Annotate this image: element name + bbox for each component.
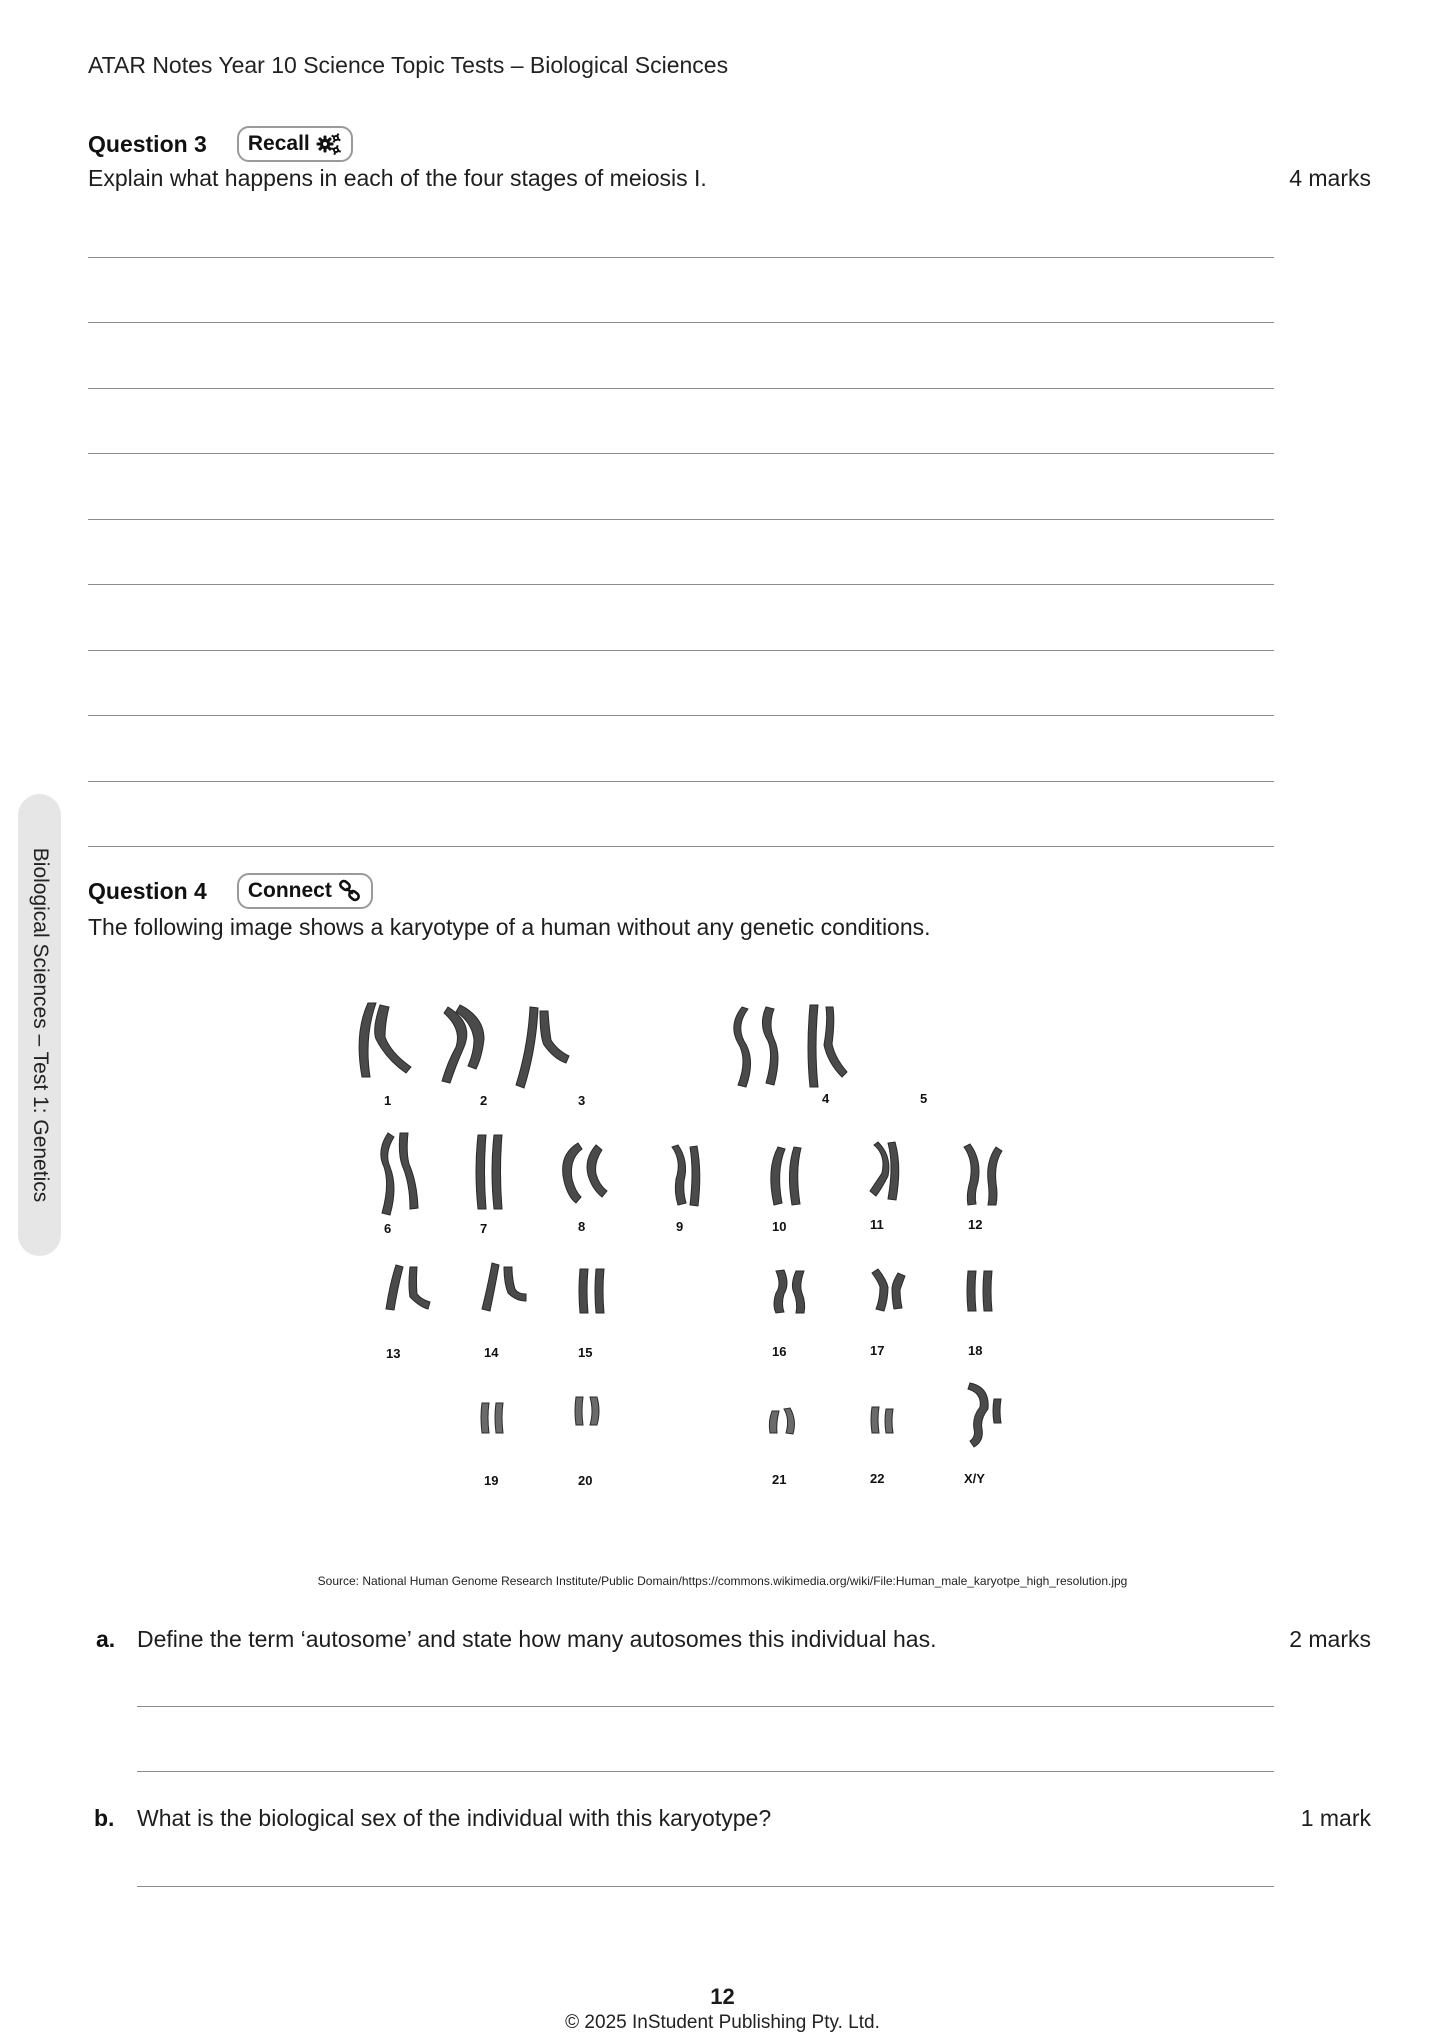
karyotype-label: 18 bbox=[968, 1343, 983, 1358]
karyotype-label: 8 bbox=[578, 1219, 586, 1234]
answer-line[interactable] bbox=[88, 322, 1274, 323]
karyotype-label: 21 bbox=[772, 1472, 787, 1487]
answer-line[interactable] bbox=[88, 781, 1274, 782]
question-4-prompt: The following image shows a karyotype of a human without any genetic conditions. bbox=[88, 914, 931, 940]
answer-line[interactable] bbox=[137, 1706, 1274, 1707]
part-a-prompt: Define the term ‘autosome’ and state how many autosomes this individual has. bbox=[137, 1626, 937, 1652]
link-icon bbox=[338, 879, 362, 903]
karyotype-label: 12 bbox=[968, 1217, 983, 1232]
question-3-heading bbox=[88, 126, 353, 162]
side-tab-label: Biological Sciences – Test 1: Genetics bbox=[28, 847, 52, 1203]
connect-badge bbox=[237, 873, 373, 909]
karyotype-label: 3 bbox=[578, 1093, 586, 1108]
karyotype-label: 22 bbox=[870, 1471, 885, 1486]
karyotype-label: 19 bbox=[484, 1473, 499, 1488]
answer-line[interactable] bbox=[88, 519, 1274, 520]
question-4-heading bbox=[88, 873, 373, 909]
karyotype-label: 14 bbox=[484, 1345, 499, 1360]
answer-line[interactable] bbox=[88, 715, 1274, 716]
karyotype-label: 7 bbox=[480, 1221, 488, 1236]
karyotype-label: 10 bbox=[772, 1219, 787, 1234]
side-section-tab bbox=[18, 794, 61, 1256]
connect-badge-label: Connect bbox=[247, 879, 332, 902]
copyright-notice: © 2025 InStudent Publishing Pty. Ltd. bbox=[565, 2012, 880, 2033]
part-b-marks: 1 mark bbox=[1300, 1805, 1371, 1831]
recall-badge bbox=[237, 126, 353, 162]
answer-line[interactable] bbox=[137, 1771, 1274, 1772]
answer-line[interactable] bbox=[88, 650, 1274, 651]
part-b-letter: b. bbox=[94, 1805, 115, 1831]
karyotype-label: 17 bbox=[870, 1343, 885, 1358]
answer-line[interactable] bbox=[88, 846, 1274, 847]
gears-icon bbox=[316, 132, 342, 156]
part-a-marks: 2 marks bbox=[1289, 1626, 1371, 1652]
karyotype-label: 15 bbox=[578, 1345, 593, 1360]
running-header: ATAR Notes Year 10 Science Topic Tests – Biological Sciences bbox=[88, 52, 729, 78]
karyotype-label: 4 bbox=[822, 1091, 830, 1106]
figure-source-caption: Source: National Human Genome Research Institute/Public Domain/https://commons.wikimedia.org/wiki/File:Human_male_karyotpe_high_resolution.jpg bbox=[317, 1574, 1128, 1588]
answer-line[interactable] bbox=[88, 388, 1274, 389]
karyotype-label: 16 bbox=[772, 1344, 787, 1359]
question-4-label: Question 4 bbox=[88, 877, 207, 904]
page-number: 12 bbox=[710, 1984, 735, 2009]
karyotype-label: 1 bbox=[384, 1093, 392, 1108]
answer-line[interactable] bbox=[137, 1886, 1274, 1887]
answer-line[interactable] bbox=[88, 257, 1274, 258]
question-3-marks: 4 marks bbox=[1289, 165, 1371, 191]
karyotype-label: 2 bbox=[480, 1093, 488, 1108]
answer-line[interactable] bbox=[88, 584, 1274, 585]
karyotype-figure bbox=[340, 985, 1030, 1515]
part-a-letter: a. bbox=[96, 1626, 116, 1652]
question-3-label: Question 3 bbox=[88, 130, 207, 157]
question-3-prompt: Explain what happens in each of the four stages of meiosis I. bbox=[88, 165, 707, 191]
karyotype-label: 11 bbox=[870, 1217, 884, 1232]
answer-line[interactable] bbox=[88, 453, 1274, 454]
karyotype-label: X/Y bbox=[964, 1471, 985, 1486]
part-b-prompt: What is the biological sex of the individual with this karyotype? bbox=[137, 1805, 772, 1831]
karyotype-label: 6 bbox=[384, 1221, 392, 1236]
karyotype-label: 20 bbox=[578, 1473, 593, 1488]
karyotype-label: 13 bbox=[386, 1346, 401, 1361]
karyotype-label: 5 bbox=[920, 1091, 928, 1106]
karyotype-label: 9 bbox=[676, 1219, 684, 1234]
recall-badge-label: Recall bbox=[247, 132, 310, 155]
